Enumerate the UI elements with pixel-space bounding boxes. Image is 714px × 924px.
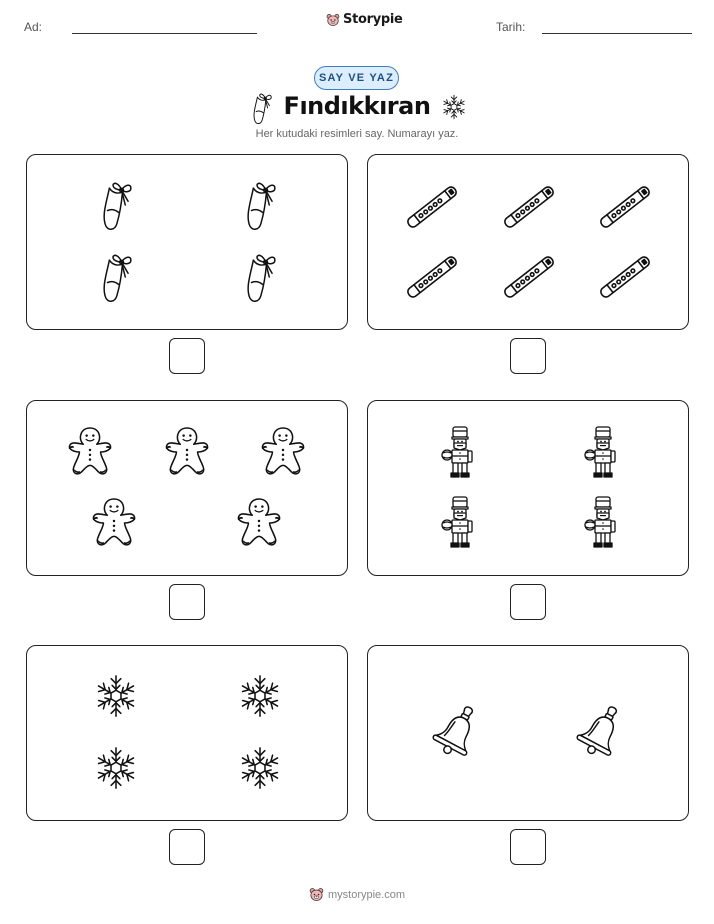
flute-icon xyxy=(402,177,462,237)
logo-text: Storypie xyxy=(343,12,403,27)
footer-url: mystorypie.com xyxy=(327,888,406,901)
answer-box[interactable] xyxy=(510,584,546,620)
instructions: Her kutudaki resimleri say. Numarayı yaz. xyxy=(255,128,459,140)
ballet-shoe-icon xyxy=(95,249,135,305)
gingerbread-man-icon xyxy=(163,425,211,477)
nutcracker-icon xyxy=(439,495,479,549)
count-card-flutes xyxy=(367,154,689,330)
answer-box[interactable] xyxy=(510,338,546,374)
flute-icon xyxy=(595,177,655,237)
count-card-ballet-shoes xyxy=(26,154,348,330)
snowflake-icon xyxy=(236,672,284,720)
flute-icon xyxy=(499,247,559,307)
count-card-snowflakes xyxy=(26,645,348,821)
ballet-shoe-icon xyxy=(239,249,279,305)
activity-badge: SAY VE YAZ xyxy=(314,66,399,90)
nutcracker-icon xyxy=(439,425,479,479)
flute-icon xyxy=(499,177,559,237)
answer-box[interactable] xyxy=(169,829,205,865)
gingerbread-man-icon xyxy=(235,496,283,548)
date-field[interactable] xyxy=(542,33,692,34)
answer-box[interactable] xyxy=(169,338,205,374)
bell-icon xyxy=(430,702,486,762)
name-field[interactable] xyxy=(72,33,257,34)
gingerbread-man-icon xyxy=(66,425,114,477)
count-card-nutcrackers xyxy=(367,400,689,576)
snowflake-icon xyxy=(92,672,140,720)
ballet-shoe-icon xyxy=(95,177,135,233)
answer-box[interactable] xyxy=(169,584,205,620)
bear-logo-icon xyxy=(326,13,340,27)
snowflake-icon xyxy=(92,744,140,792)
gingerbread-man-icon xyxy=(259,425,307,477)
gingerbread-man-icon xyxy=(90,496,138,548)
snowflake-icon xyxy=(440,93,468,121)
count-card-gingerbread xyxy=(26,400,348,576)
flute-icon xyxy=(595,247,655,307)
ballet-shoe-icon xyxy=(239,177,279,233)
answer-box[interactable] xyxy=(510,829,546,865)
snowflake-icon xyxy=(236,744,284,792)
bell-icon xyxy=(574,702,630,762)
nutcracker-icon xyxy=(582,495,622,549)
nutcracker-icon xyxy=(582,425,622,479)
date-label: Tarih: xyxy=(496,20,526,34)
count-card-bells xyxy=(367,645,689,821)
flute-icon xyxy=(402,247,462,307)
footer xyxy=(0,887,714,902)
page-title: Fındıkkıran xyxy=(283,92,431,120)
name-label: Ad: xyxy=(24,20,43,34)
logo xyxy=(326,12,403,27)
bear-logo-icon xyxy=(309,887,324,902)
